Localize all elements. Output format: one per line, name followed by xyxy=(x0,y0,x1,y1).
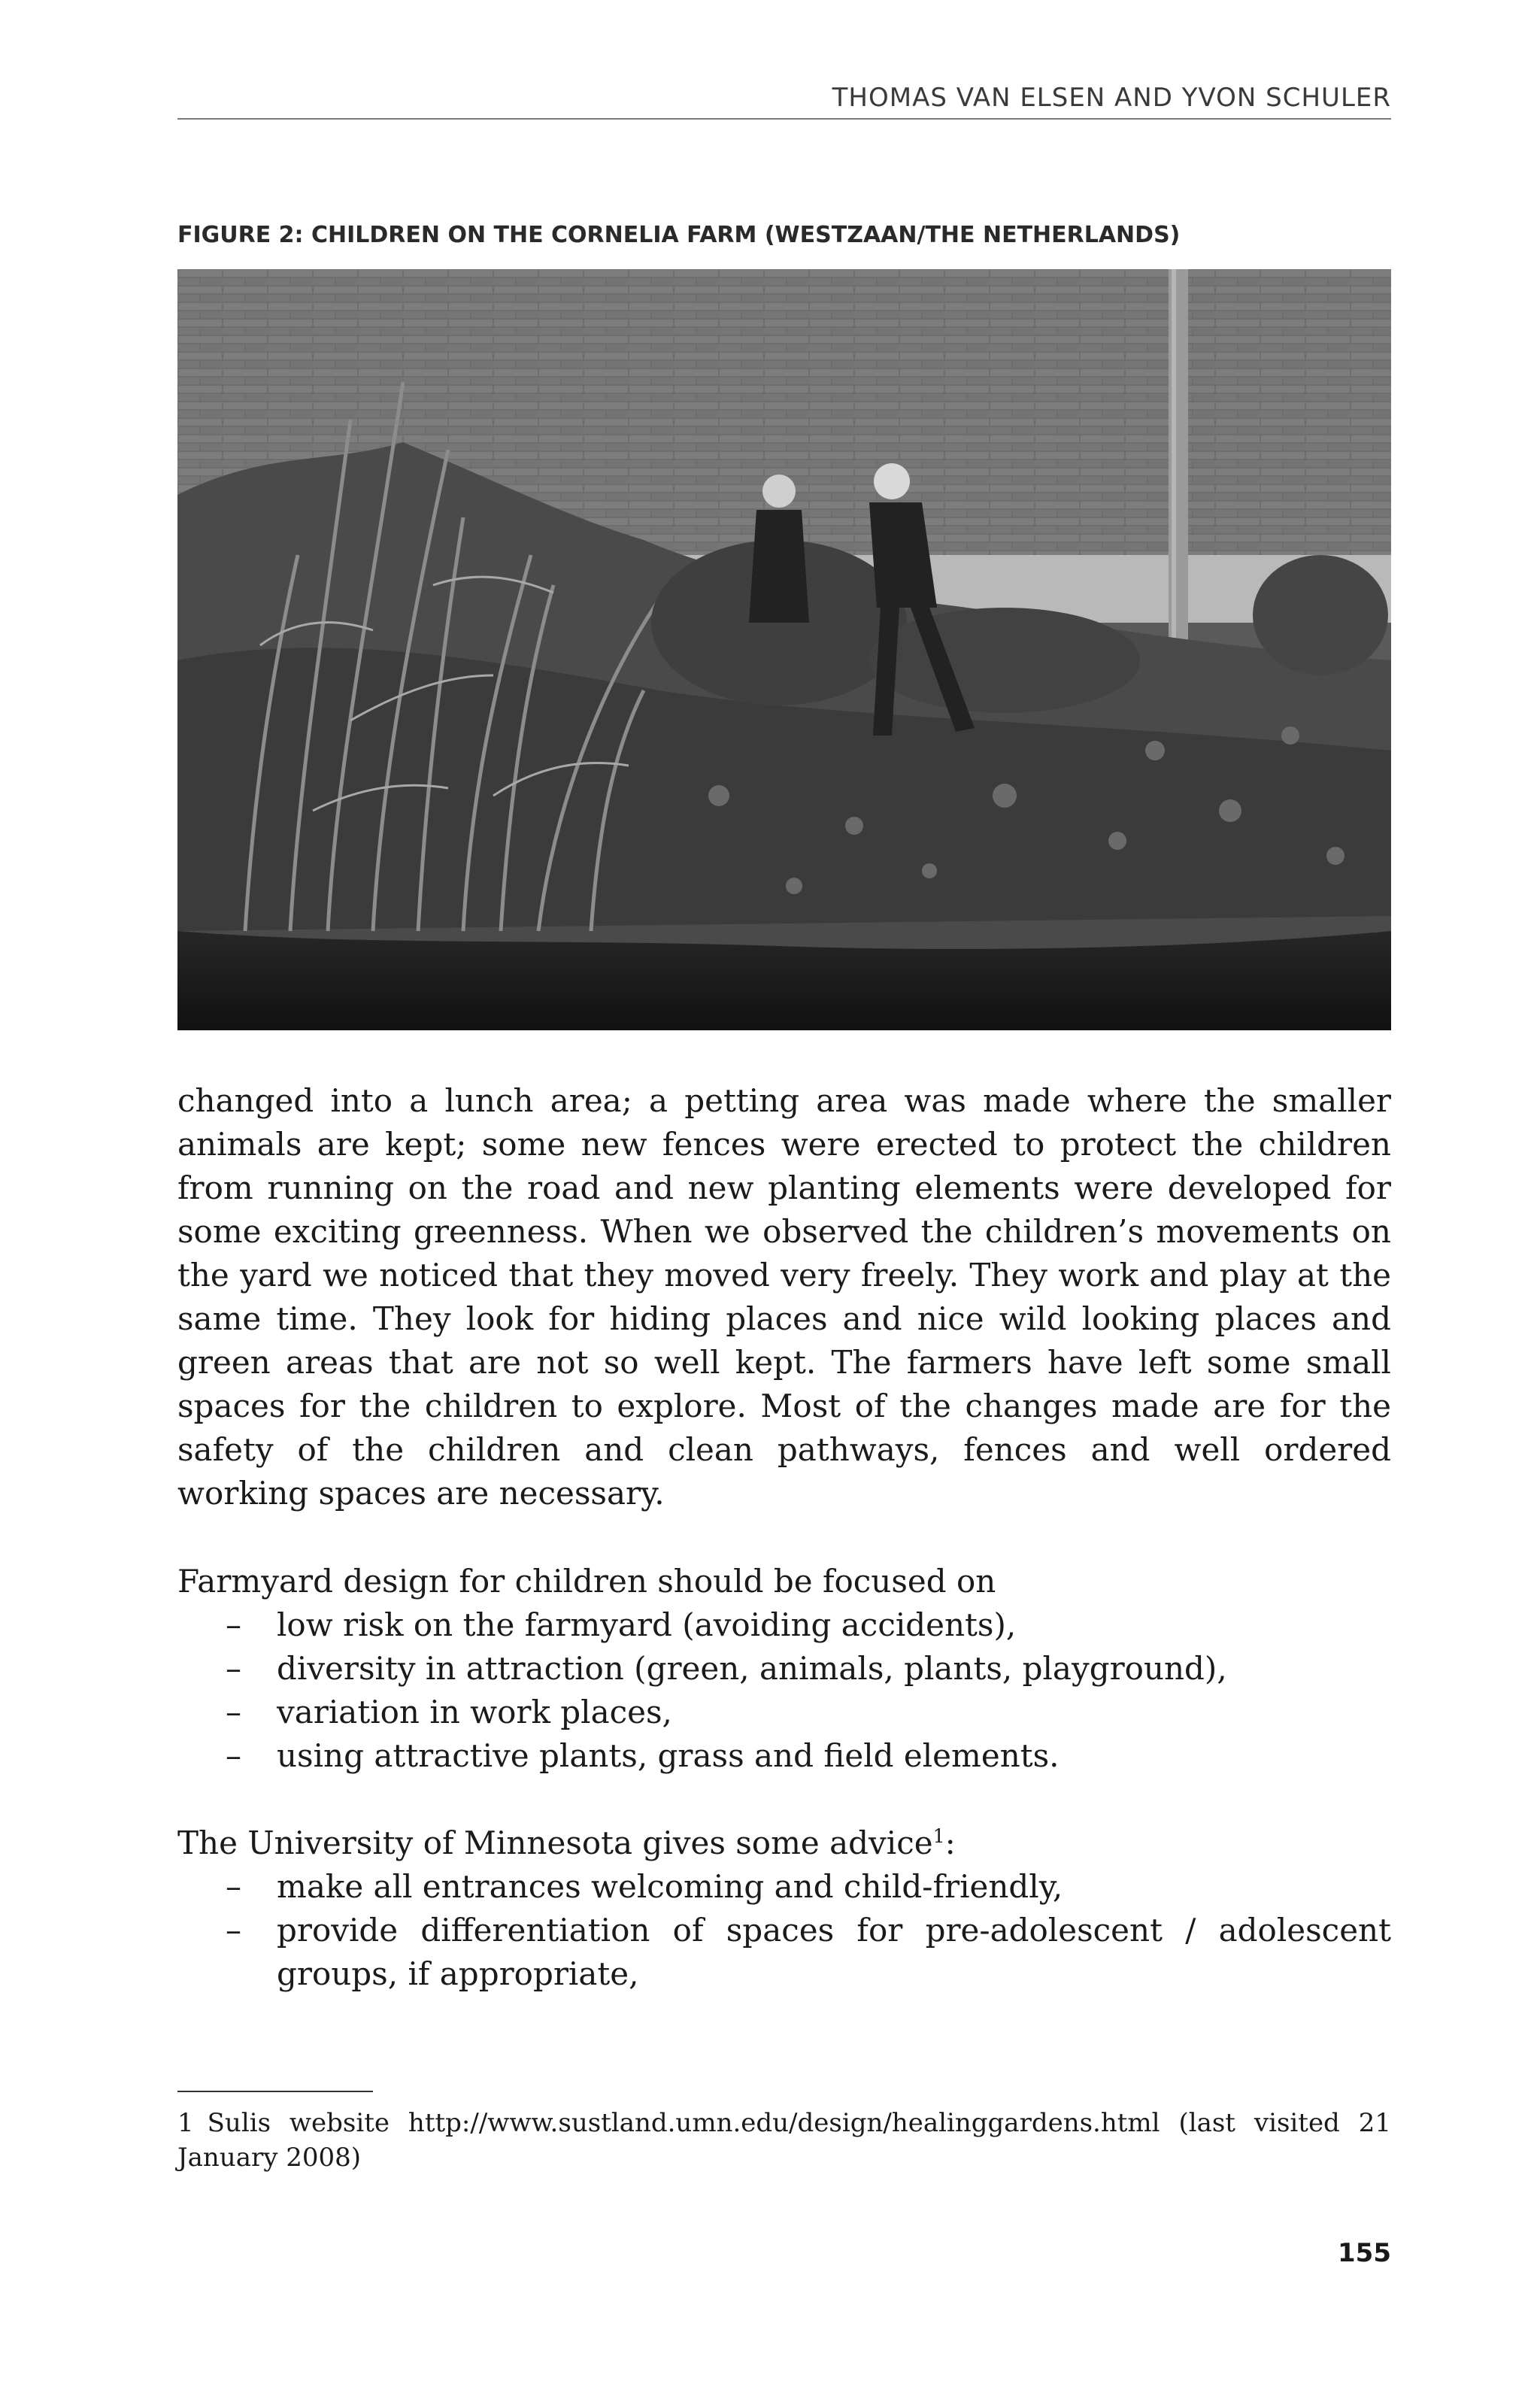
dash-bullet: – xyxy=(226,1912,241,1949)
dash-bullet: – xyxy=(226,1737,241,1774)
list-item: – provide differentiation of spaces for pre-adolescent / adolescent groups, if appropriate, xyxy=(177,1909,1391,1996)
minnesota-advice-list xyxy=(177,1865,1391,1996)
footnote-rule xyxy=(177,2091,373,2092)
dash-bullet: – xyxy=(226,1650,241,1687)
footnote-text: Sulis website http://www.sustland.umn.edu/design/healinggardens.html (last visited 21 January 2008) xyxy=(177,2108,1391,2173)
running-head: THOMAS VAN ELSEN AND YVON SCHULER xyxy=(832,83,1391,113)
list-item: – using attractive plants, grass and field elements. xyxy=(177,1734,1391,1778)
farmyard-design-list xyxy=(177,1603,1391,1778)
list-intro-minnesota: The University of Minnesota gives some advice$^1$: xyxy=(177,1824,956,1861)
list-intro-farmyard: Farmyard design for children should be focused on xyxy=(177,1563,996,1600)
dash-bullet: – xyxy=(226,1694,241,1730)
figure-photo xyxy=(177,269,1391,1030)
list-item: – diversity in attraction (green, animals, plants, playground), xyxy=(177,1647,1391,1691)
dash-bullet: – xyxy=(226,1606,241,1643)
header-rule xyxy=(177,118,1391,120)
page-number: 155 xyxy=(1338,2238,1391,2268)
list-item: – variation in work places, xyxy=(177,1691,1391,1734)
body-paragraph: changed into a lunch area; a petting area was made where the smaller animals are kept; some new fences were erected to protect the children from running on the road and new planting elements were developed for some exciting greenness. When we observed the children’s movements on the yard we noticed that they moved very freely. They work and play at the same time. They look for hiding places and nice wild looking places and green areas that are not so well kept. The farmers have left some small spaces for the children to explore. Most of the changes made are for the safety of the children and clean pathways, fences and well ordered working spaces are necessary. xyxy=(177,1082,1391,1512)
footnote xyxy=(177,2106,1391,2175)
list-item: – low risk on the farmyard (avoiding accidents), xyxy=(177,1603,1391,1647)
footnote-number: 1 xyxy=(177,2108,194,2138)
dash-bullet: – xyxy=(226,1868,241,1905)
figure-caption: FIGURE 2: CHILDREN ON THE CORNELIA FARM (WESTZAAN/THE NETHERLANDS) xyxy=(177,222,1181,248)
page xyxy=(177,0,1391,2390)
photo-illustration xyxy=(177,269,1391,1030)
footnote-ref[interactable]: 1 xyxy=(932,1825,945,1847)
list-item: – make all entrances welcoming and child-friendly, xyxy=(177,1865,1391,1909)
